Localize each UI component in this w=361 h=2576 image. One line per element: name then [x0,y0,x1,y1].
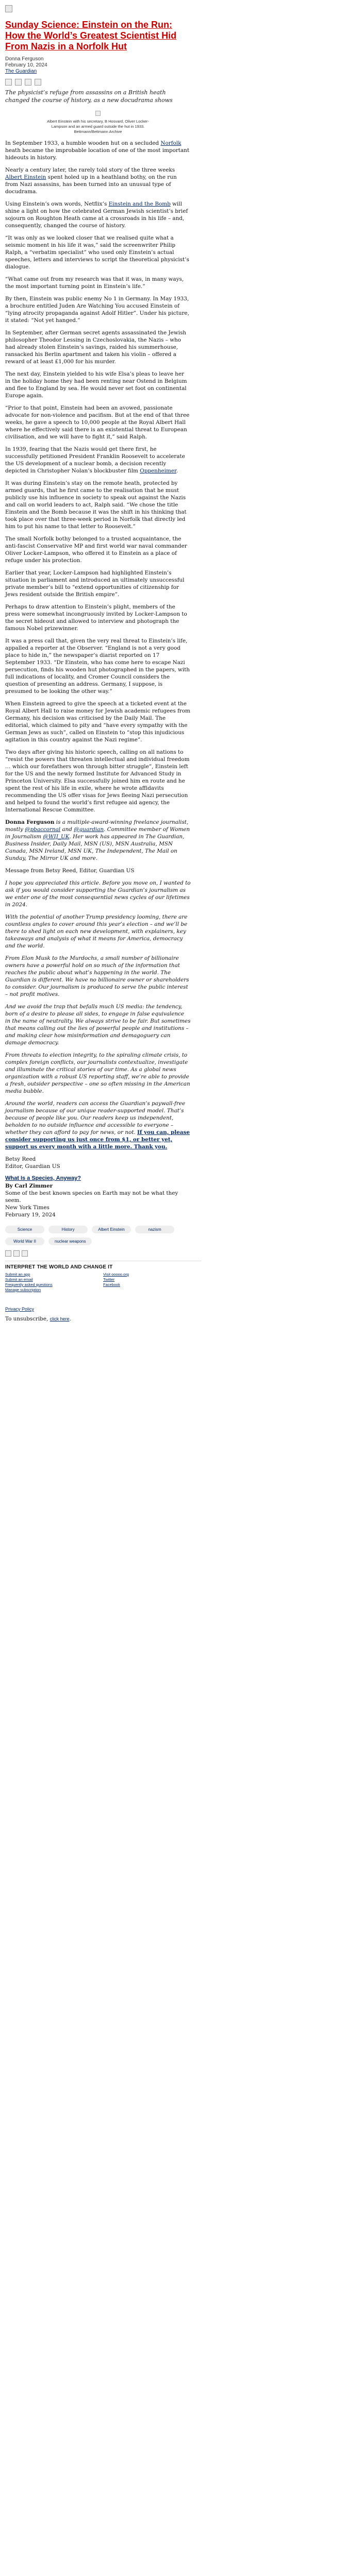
newsletter-page [0,5,361,1325]
article [0,12,196,1245]
author: Donna Ferguson [5,56,44,62]
footer-heading: INTERPRET THE WORLD AND CHANGE IT [5,1264,113,1270]
handle-link[interactable]: @WIJ_UK [43,834,70,840]
footer-link[interactable]: Facebook [103,1282,120,1287]
privacy-link[interactable]: Privacy Policy [5,1307,35,1312]
logo-icon [5,5,12,12]
support-cta-link[interactable]: If you can, please consider supporting us just once from $1, or better yet, support us every month with a little more. Thank you. [5,1129,190,1150]
standfirst: The physicist’s refuge from assassins on a British heath changed the course of history, as a new docudrama shows [5,89,173,104]
paragraph: The small Norfolk bothy belonged to a trusted acquaintance, the anti-fascist Conservative MP and first world war naval commander Oliver Locker-Lampson, who offered it to Einstein as a place of refuge under his protection. [5,536,187,564]
email-icon[interactable] [25,79,31,86]
paragraph: Earlier that year, Locker-Lampson had highlighted Einstein’s situation in parliament and introduced an ultimately unsuccessful private member’s bill to “extend opportunities of citizenship for Jews resident outside the British empire”. [5,570,185,598]
paragraph: “Prior to that point, Einstein had been an avowed, passionate advocate for non-violence and pacifism. But at the end of that three weeks, he gave a speech to 10,000 people at the Royal Albert Hall where he effectively said there is an existential threat to European civilisation, and we will have to fight it,” said Ralph. [5,405,190,440]
related-article [5,1175,191,1218]
footer-link[interactable]: Visit ooooo.org [103,1272,129,1277]
inline-link[interactable]: Albert Einstein [5,174,46,180]
footer-link[interactable]: Frequently asked questions [5,1282,53,1287]
paragraph: In September 1933, a humble wooden hut on a secluded Norfolk heath became the improbable location of one of the most important hideouts in history. [5,140,190,161]
image-placeholder-icon [95,111,101,116]
paragraph: The next day, Einstein yielded to his wife Elsa’s pleas to leave her in the holiday home they had been renting near Ostend in Belgium and flee to England by sea. He would never set foot on continental Europe again. [5,371,187,399]
appeal-paragraph: From threats to election integrity, to the spiraling climate crisis, to complex foreign conflicts, our journalists contextualize, investigate and illuminate the critical stories of our time. As a global news organization with a robust US reporting staff, we’re able to provide a fresh, outsider perspective – one so often missing in the American media bubble. [5,1052,190,1094]
bottom-links [0,1293,361,1325]
appeal-paragraph: From Elon Musk to the Murdochs, a small number of billionaire owners have a powerful hold on so much of the information that reaches the public about what’s happening in the world. The Guardian is different. We have no billionaire owner or shareholders to consider. Our journalism is produced to serve the public interest – not profit motives. [5,955,189,997]
link-icon[interactable] [35,79,41,86]
footer-share-row [0,1250,361,1257]
paragraph: Using Einstein’s own words, Netflix’s Einstein and the Bomb will shine a light on how the celebrated German Jewish scientist’s brief sojourn on Roughton Heath came at a crossroads in his life – and, consequently, changed the course of history. [5,201,188,229]
paragraph: By then, Einstein was public enemy No 1 in Germany. In May 1933, a brochure entitled Juden Are Watching You accused Einstein of “lying atrocity propaganda against Adolf Hitler”. Under his picture, it stated: “Not yet hanged.” [5,296,189,324]
tag-pill[interactable]: History [48,1226,88,1233]
figure [5,108,191,134]
paragraph: “It was only as we looked closer that we realised quite what a seismic moment in his life it was,” said the screenwriter Philip Ralph, a “verbatim specialist” who used only Einstein’s actual speeches, letters and interviews to script the theoretical physicist’s dialogue. [5,235,189,270]
footer-links [5,1272,201,1293]
facebook-icon[interactable] [5,79,12,86]
paragraph: In September, after German secret agents assassinated the Jewish philosopher Theodor Lessing in Czechoslovakia, the Nazis – who had already stolen Einstein’s savings, raided his summerhouse, ransacked his Berlin apartment and taken his violin – offered a reward of at least £1,000 for his murder. [5,330,186,365]
inline-link[interactable]: Einstein and the Bomb [108,201,171,207]
email-icon[interactable] [22,1250,28,1257]
tag-pill[interactable]: Science [5,1226,44,1233]
footer-link[interactable]: Submit an email [5,1277,33,1282]
tag-pill[interactable]: nazism [135,1226,174,1233]
support-appeal [5,879,191,1170]
share-row [5,79,191,86]
unsubscribe-link[interactable]: click here [50,1316,70,1321]
paragraph: Nearly a century later, the rarely told story of the three weeks Albert Einstein spent holed up in a heathland bothy, on the run from Nazi assassins, has been turned into an unusual type of docudrama. [5,167,177,195]
twitter-icon[interactable] [15,79,22,86]
inline-link[interactable]: Norfolk [160,140,182,146]
article-body [5,140,191,874]
tag-pill[interactable]: World War II [5,1238,44,1245]
tag-pill[interactable]: nuclear weapons [48,1238,92,1245]
footer-link[interactable]: Manage subscription [5,1287,41,1292]
appeal-paragraph: I hope you appreciated this article. Before you move on, I wanted to ask if you would consider supporting the Guardian’s journalism as we enter one of the most consequential news cycles of our lifetimes in 2024. [5,880,191,908]
footer-panel [5,1261,201,1293]
paragraph: It was during Einstein’s stay on the remote heath, protected by armed guards, that he first came to the realisation that he must publicly use his influence in society to speak out against the Nazis and call on world leaders to act, Ralph said. “We chose the title Einstein and the Bomb because it was the shift in his thinking that took place over that three-week period in Norfolk that directly led him to put his name to that letter to Roosevelt.” [5,480,187,530]
related-date: February 19, 2024 [5,1212,56,1218]
paragraph: When Einstein agreed to give the speech at a ticketed event at the Royal Albert Hall to raise money for Jewish academic refugees from Germany, his decision was criticised by the Daily Mail. The editorial, which claimed to pity and “have every sympathy with the German Jews as such”, called on Einstein to “stop this injudicious agitation in this country against the Nazi regime”. [5,701,190,743]
handle-link[interactable]: @guardian [74,826,104,833]
source-link[interactable]: The Guardian [5,69,37,74]
tag-list [5,1226,191,1245]
message-from: Message from Betsy Reed, Editor, Guardian US [5,868,135,874]
headline[interactable]: Sunday Science: Einstein on the Run: How the World’s Greatest Scientist Hid From Nazis in a Norfolk Hut [5,20,177,52]
appeal-paragraph: And we avoid the trap that befalls much US media: the tendency, born of a desire to please all sides, to engage in false equivalence in the name of neutrality. We always strive to be fair. But sometimes that means calling out the lies of powerful people and institutions – and making clear how misinformation and demagoguery can damage democracy. [5,1004,191,1046]
footer-link[interactable]: Submit an app [5,1272,30,1277]
paragraph: “What came out from my research was that it was, in many ways, the most important turning point in Einstein’s life.” [5,276,184,290]
related-author: By Carl Zimmer [5,1183,53,1189]
caption: Albert Einstein with his secretary, B Hosvard, Oliver Locker-Lampson and an armed guard outside the hut in 1933. Bettmann/Bettmann Archive [47,119,149,134]
twitter-icon[interactable] [13,1250,20,1257]
unsubscribe: To unsubscribe, click here. [5,1316,71,1322]
date: February 10, 2024 [5,62,47,68]
related-outlet: New York Times [5,1205,50,1211]
author-bio: Donna Ferguson is a multiple-award-winning freelance journalist, mostly @pbaccornal and @guardian. Committee member of Women in Journalism @WIJ_UK. Her work has appeared in The Guardian, Business Insider, Daily Mail, MSN (US), MSN Australia, MSN Canada, MSN Ireland, MSN UK, The Independent, The Mail on Sunday, The Mirror UK and more. [5,819,190,861]
paragraph: Two days after giving his historic speech, calling on all nations to “resist the powers that threaten intellectual and individual freedom … which our forefathers won through bitter struggle”, Einstein left for the US and the newly formed Institute for Advanced Study in Princeton University. Elsa successfully joined him en route and he spent the rest of his life in exile, where he wrote affidavits recommending the US offer visas for Jews fleeing Nazi persecution and helped to found the world’s first refugee aid agency, the International Rescue Committee. [5,749,190,813]
appeal-paragraph: Around the world, readers can access the Guardian’s paywall-free journalism because of our unique reader-supported model. That’s because of people like you. Our readers keep us independent, beholden to no outside influence and accessible to everyone – whether they can afford to pay for news, or not. If you can, please consider supporting us just once from $1, or better yet, support us every month with a little more. Thank you. [5,1100,190,1150]
paragraph: Perhaps to draw attention to Einstein’s plight, members of the press were somewhat incongruously invited by Locker-Lampson to the secret hideout and allowed to interview and photograph the famous Nobel prizewinner. [5,604,187,632]
tag-pill[interactable]: Albert Einstein [92,1226,131,1233]
appeal-paragraph: With the potential of another Trump presidency looming, there are countless angles to cover around this year’s election – and we’ll be there to shed light on each new development, with explainers, key takeaways and analysis of what it means for America, democracy and the world. [5,914,188,949]
footer-link[interactable]: Twitter [103,1277,115,1282]
inline-link[interactable]: Oppenheimer [140,468,176,474]
facebook-icon[interactable] [5,1250,11,1257]
handle-link[interactable]: @pbaccornal [25,826,61,833]
paragraph: In 1939, fearing that the Nazis would get there first, he successfully petitioned President Franklin Roosevelt to accelerate the US development of a nuclear bomb, a decision recently depicted in Christopher Nolan’s blockbuster film Oppenheimer. [5,446,185,474]
related-desc: Some of the best known species on Earth may not be what they seem. [5,1190,178,1204]
paragraph: It was a press call that, given the very real threat to Einstein’s life, appalled a reporter at the Observer. “England is not a very good place to hide in,” the newspaper’s diarist reported on 17 September 1933. “Dr Einstein, who has come here to escape Nazi persecution, finds his wooden hut photographed in the papers, with full indications of locality, and Cromer Council considers the question of presenting an address. Germany, I suppose, is presumed to be looking the other way.” [5,638,190,694]
related-title[interactable]: What Is a Species, Anyway? [5,1175,81,1181]
signoff: Betsy Reed Editor, Guardian US [5,1156,60,1170]
byline [5,56,191,75]
